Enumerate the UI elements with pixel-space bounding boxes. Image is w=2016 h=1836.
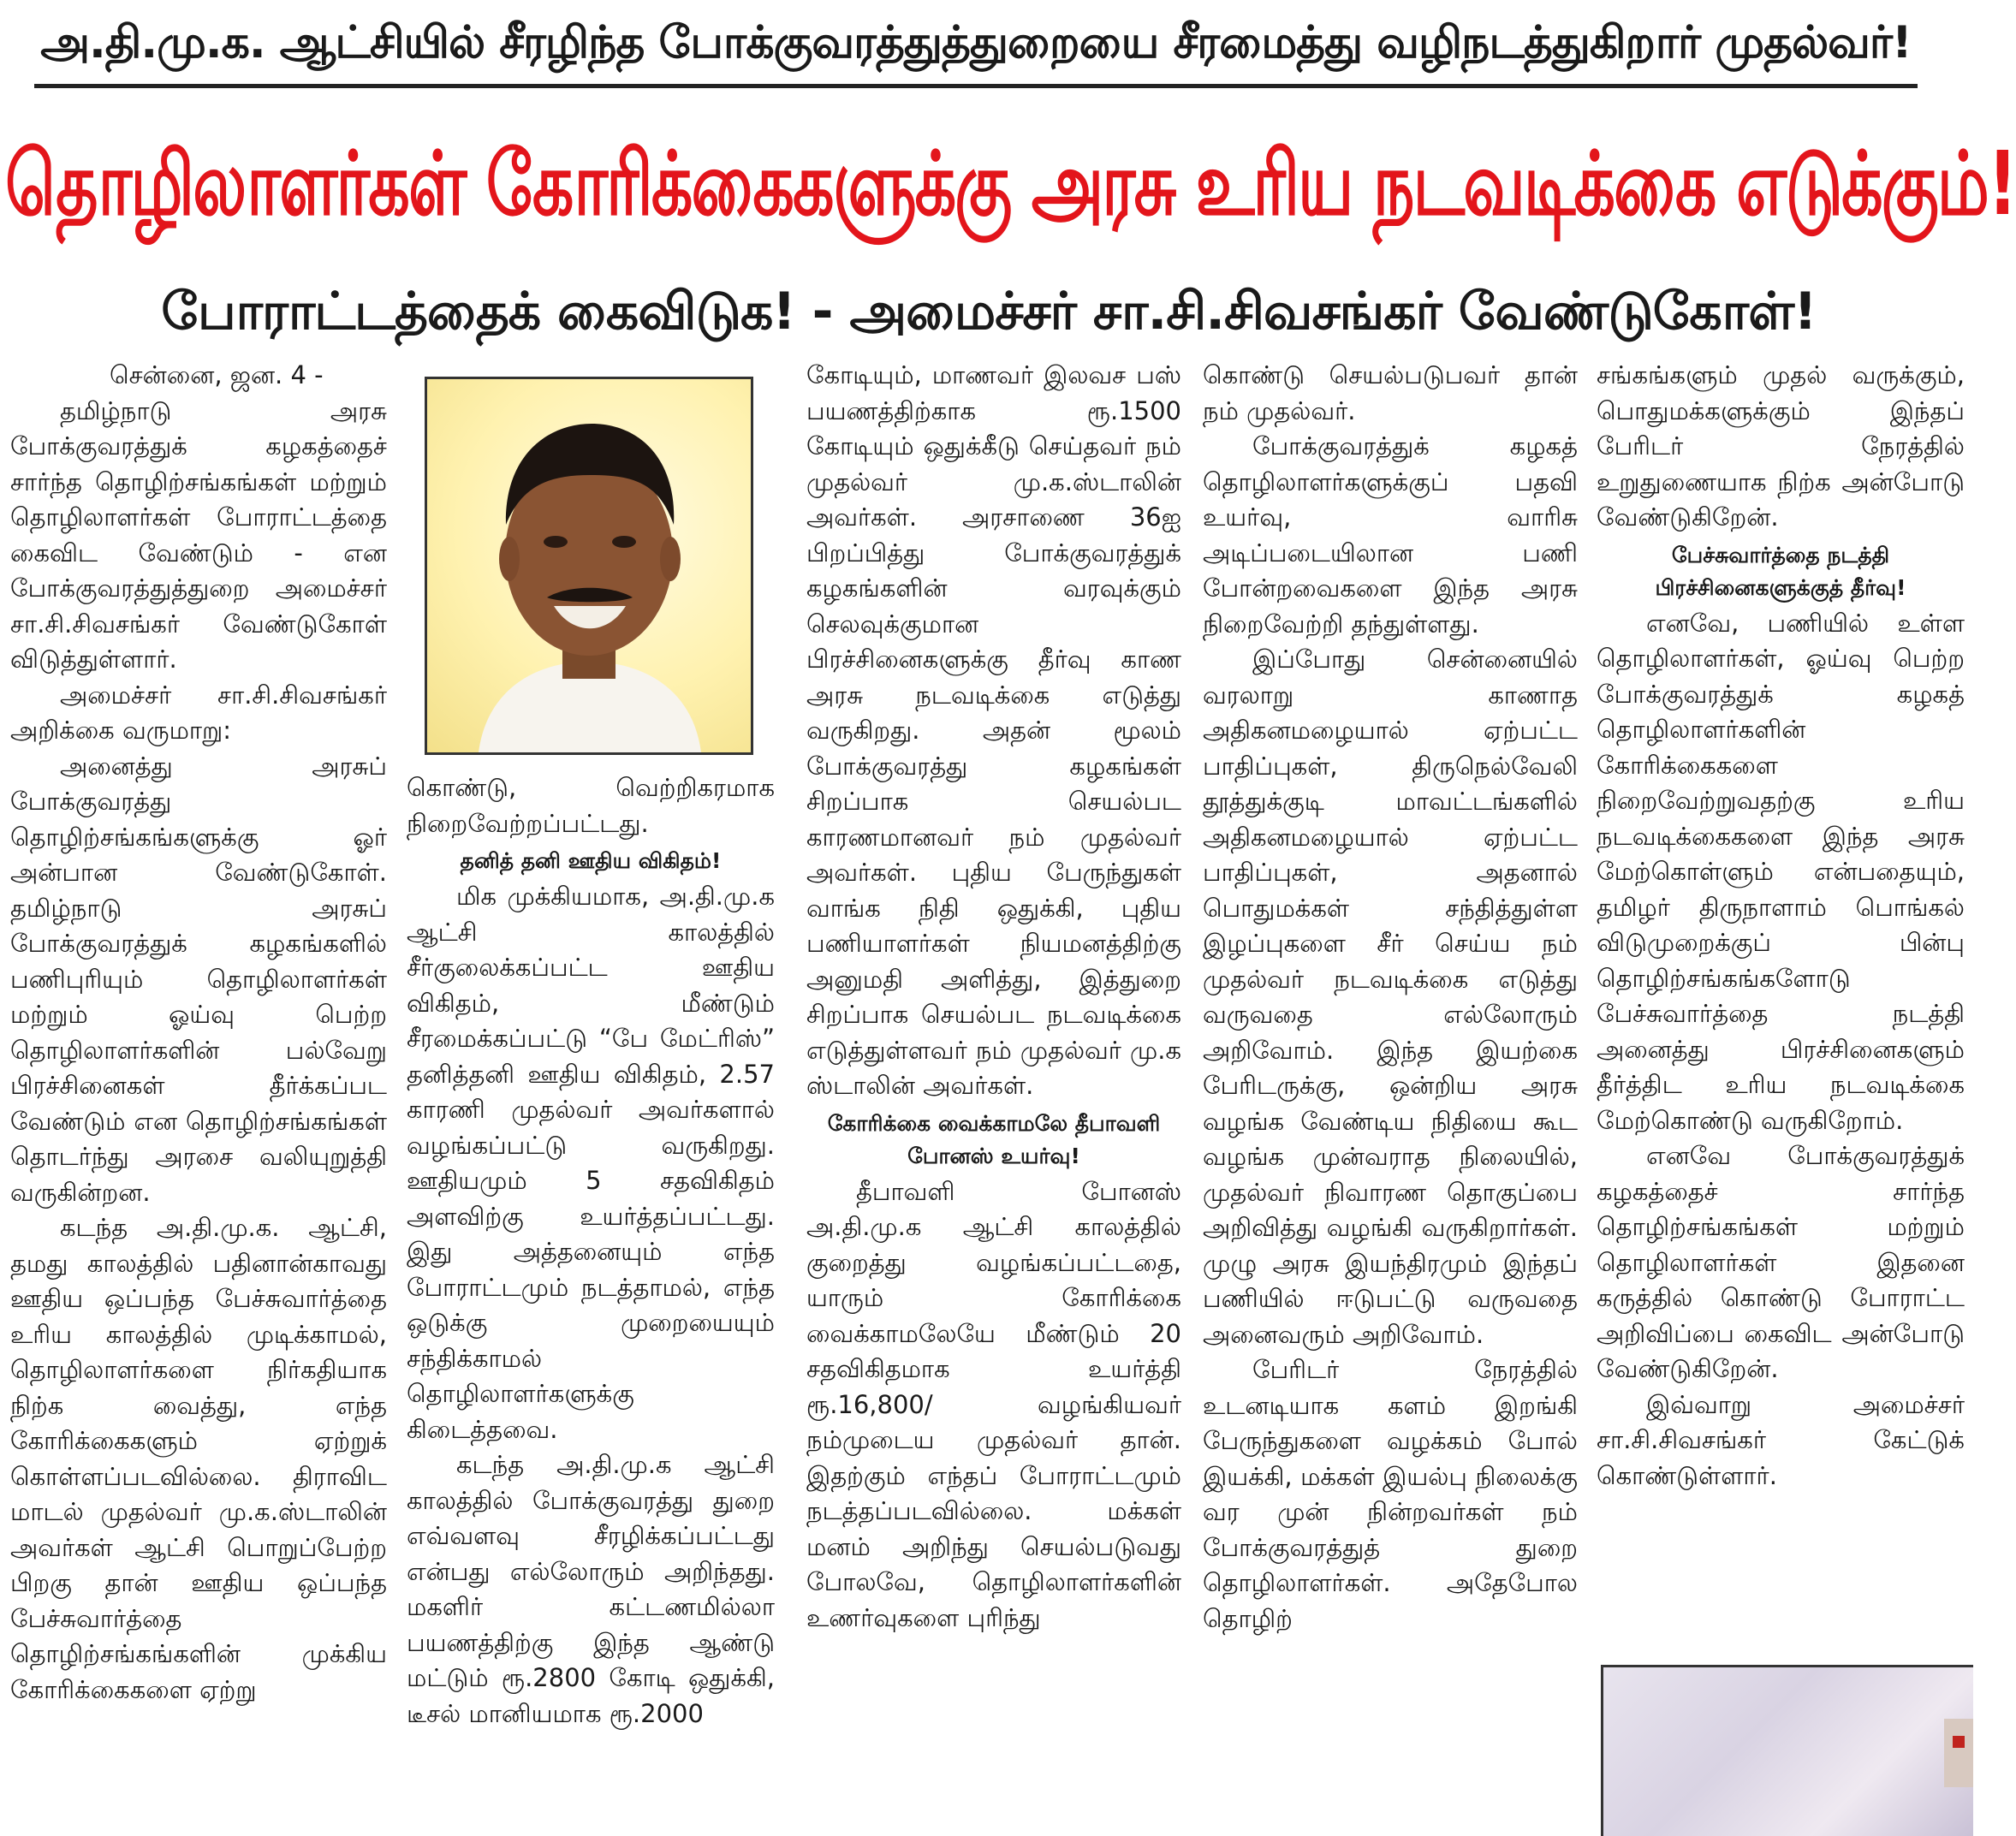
paragraph: தீபாவளி போனஸ் அ.தி.மு.க ஆட்சி காலத்தில் குறைத்து வழங்கப்பட்டதை, யாரும் கோரிக்கை வைக்காமலேயே மீண்டும் 20 சதவிகிதமாக உயர்த்தி ரூ.16,800/ வழங்கியவர் நம்முடைய முதல்வர் தான். இதற்கும் எந்தப் போராட்டமும் நடத்தப்படவில்லை. மக்கள் மனம் அறிந்து செயல்படுவது போலவே, தொழிலாளர்களின் உணர்வுகளை புரிந்து — [806, 1176, 1181, 1632]
section-heading: கோரிக்கை வைக்காமலே தீபாவளி போனஸ் உயர்வு! — [827, 1110, 1161, 1168]
paragraph: எனவே போக்குவரத்துக் கழகத்தைச் சார்ந்த தொழிற்சங்கங்கள் மற்றும் தொழிலாளர்கள் இதனை கருத்தில் கொண்டு போராட்ட அறிவிப்பை கைவிட அன்போடு வேண்டுகிறேன். — [1597, 1141, 1965, 1383]
sign-shape — [1944, 1719, 1973, 1787]
paragraph: இப்போது சென்னையில் வரலாறு காணாத அதிகனமழையால் ஏற்பட்ட பாதிப்புகள், திருநெல்வேலி தூத்துக்குடி மாவட்டங்களில் அதிகனமழையால் ஏற்பட்ட பாதிப்புகள், அதனால் பொதுமக்கள் சந்தித்துள்ள இழப்புகளை சீர் செய்ய நம் முதல்வர் நடவடிக்கை எடுத்து வருவதை எல்லோரும் அறிவோம். இந்த இயற்கை பேரிடருக்கு, ஒன்றிய அரசு வழங்க வேண்டிய நிதியை கூட வழங்க முன்வராத நிலையில், முதல்வர் நிவாரண தொகுப்பை அறிவித்து வழங்கி வருகிறார்கள். முழு அரசு இயந்திரமும் இந்தப் பணியில் ஈடுபட்டு வருவதை அனைவரும் அறிவோம். — [1203, 645, 1578, 1349]
article-column-3 — [806, 358, 1181, 1821]
paragraph: மிக முக்கியமாக, அ.தி.மு.க ஆட்சி காலத்தில் சீர்குலைக்கப்பட்ட ஊதிய விகிதம், மீண்டும் சீரமைக்கப்பட்டு “பே மேட்ரிஸ்” தனித்தனி ஊதிய விகிதம், 2.57 காரணி முதல்வர் அவர்களால் வழங்கப்பட்டு வருகிறது. ஊதியமும் 5 சதவிகிதம் அளவிற்கு உயர்த்தப்பட்டது. இது அத்தனையும் எந்த போராட்டமும் நடத்தாமல், எந்த ஒடுக்கு முறையையும் சந்திக்காமல் தொழிலாளர்களுக்கு கிடைத்தவை. — [407, 882, 775, 1444]
section-heading: தனித் தனி ஊதிய விகிதம்! — [460, 848, 722, 873]
paragraph: சங்கங்களும் முதல் வருக்கும், பொதுமக்களுக்கும் இந்தப் பேரிடர் நேரத்தில் உறுதுணையாக நிற்க அன்போடு வேண்டுகிறேன். — [1597, 360, 1965, 532]
paragraph: கடந்த அ.தி.மு.க. ஆட்சி, தமது காலத்தில் பதினான்காவது ஊதிய ஒப்பந்த பேச்சுவார்த்தை உரிய காலத்தில் முடிக்காமல், தொழிலாளர்களை நிர்கதியாக நிற்க வைத்து, எந்த கோரிக்கைகளும் ஏற்றுக் கொள்ளப்படவில்லை. திராவிட மாடல் முதல்வர் மு.க.ஸ்டாலின் அவர்கள் ஆட்சி பொறுப்பேற்ற பிறகு தான் ஊதிய ஒப்பந்த பேச்சுவார்த்தை தொழிற்சங்கங்களின் முக்கிய கோரிக்கைகளை ஏற்று — [10, 1213, 387, 1704]
dateline: சென்னை, ஜன. 4 - — [110, 360, 324, 389]
paragraph: போக்குவரத்துக் கழகத் தொழிலாளர்களுக்குப் பதவி உயர்வு, வாரிசு அடிப்படையிலான பணி போன்றவைகளை இந்த அரசு நிறைவேற்றி தந்துள்ளது. — [1203, 431, 1578, 639]
article-column-5 — [1597, 358, 1965, 1490]
sub-headline: போராட்டத்தைக் கைவிடுக! - அமைச்சர் சா.சி.சிவசங்கர் வேண்டுகோள்! — [161, 282, 1817, 342]
paragraph: கொண்டு, வெற்றிகரமாக நிறைவேற்றப்பட்டது. — [407, 773, 775, 838]
paragraph: அனைத்து அரசுப் போக்குவரத்து தொழிற்சங்கங்களுக்கு ஓர் அன்பான வேண்டுகோள். தமிழ்நாடு அரசுப் போக்குவரத்துக் கழகங்களில் பணிபுரியும் தொழிலாளர்கள் மற்றும் ஓய்வு பெற்ற தொழிலாளர்களின் பல்வேறு பிரச்சினைகள் தீர்க்கப்பட வேண்டும் என தொழிற்சங்கங்கள் தொடர்ந்து அரசை வலியுறுத்தி வருகின்றன. — [10, 751, 387, 1207]
article-column-1 — [10, 358, 387, 1821]
adjacent-article-photo — [1601, 1665, 1973, 1836]
paragraph: கோடியும், மாணவர் இலவச பஸ் பயணத்திற்காக ரூ.1500 கோடியும் ஒதுக்கீடு செய்தவர் நம் முதல்வர் மு.க.ஸ்டாலின் அவர்கள். அரசாணை 36ஐ பிறப்பித்து போக்குவரத்துக் கழகங்களின் வரவுக்கும் செலவுக்குமான பிரச்சினைகளுக்கு தீர்வு காண அரசு நடவடிக்கை எடுத்து வருகிறது. அதன் மூலம் போக்குவரத்து கழகங்கள் சிறப்பாக செயல்பட காரணமானவர் நம் முதல்வர் அவர்கள். புதிய பேருந்துகள் வாங்க நிதி ஒதுக்கி, புதிய பணியாளர்கள் நியமனத்திற்கு அனுமதி அளித்து, இத்துறை சிறப்பாக செயல்பட நடவடிக்கை எடுத்துள்ளவர் நம் முதல்வர் மு.க ஸ்டாலின் அவர்கள். — [806, 360, 1181, 1100]
article-column-4 — [1203, 358, 1578, 1821]
paragraph: இவ்வாறு அமைச்சர் சா.சி.சிவசங்கர் கேட்டுக் கொண்டுள்ளார். — [1597, 1389, 1965, 1490]
paragraph: எனவே, பணியில் உள்ள தொழிலாளர்கள், ஓய்வு பெற்ற போக்குவரத்துக் கழகத் தொழிலாளர்களின் கோரிக்கைகளை நிறைவேற்றுவதற்கு உரிய நடவடிக்கைகளை இந்த அரசு மேற்கொள்ளும் என்பதையும், தமிழர் திருநாளாம் பொங்கல் விடுமுறைக்குப் பின்பு தொழிற்சங்கங்களோடு பேச்சுவார்த்தை நடத்தி அனைத்து பிரச்சினைகளும் தீர்த்திட உரிய நடவடிக்கை மேற்கொண்டு வருகிறோம். — [1597, 608, 1965, 1135]
paragraph: கொண்டு செயல்படுபவர் தான் நம் முதல்வர். — [1203, 360, 1578, 425]
kicker-headline: அ.தி.மு.க. ஆட்சியில் சீரழிந்த போக்குவரத்துத்துறையை சீரமைத்து வழிநடத்துகிறார் முதல்வர்! — [34, 5, 1918, 88]
paragraph: பேரிடர் நேரத்தில் உடனடியாக களம் இறங்கி பேருந்துகளை வழக்கம் போல் இயக்கி, மக்கள் இயல்பு நிலைக்கு வர முன் நின்றவர்கள் நம் போக்குவரத்துத் துறை தொழிலாளர்கள். அதேபோல தொழிற் — [1203, 1355, 1578, 1633]
paragraph: கடந்த அ.தி.மு.க ஆட்சி காலத்தில் போக்குவரத்து துறை எவ்வளவு சீரழிக்கப்பட்டது என்பது எல்லோரும் அறிந்தது. மகளிர் கட்டணமில்லா பயணத்திற்கு இந்த ஆண்டு மட்டும் ரூ.2800 கோடி ஒதுக்கி, டீசல் மானியமாக ரூ.2000 — [407, 1450, 775, 1728]
paragraph: அமைச்சர் சா.சி.சிவசங்கர் அறிக்கை வருமாறு: — [10, 680, 387, 745]
main-headline: தொழிலாளர்கள் கோரிக்கைகளுக்கு அரசு உரிய நடவடிக்கை எடுக்கும்! — [5, 132, 2016, 235]
paragraph: தமிழ்நாடு அரசு போக்குவரத்துக் கழகத்தைச் சார்ந்த தொழிற்சங்கங்கள் மற்றும் தொழிலாளர்கள் போராட்டத்தை கைவிட வேண்டும் - என போக்குவரத்துத்துறை அமைச்சர் சா.சி.சிவசங்கர் வேண்டுகோள் விடுத்துள்ளார். — [10, 395, 387, 674]
minister-photo — [425, 377, 753, 755]
article-column-2 — [407, 770, 775, 1821]
section-heading: பேச்சுவார்த்தை நடத்தி பிரச்சினைகளுக்குத் தீர்வு! — [1655, 542, 1906, 600]
